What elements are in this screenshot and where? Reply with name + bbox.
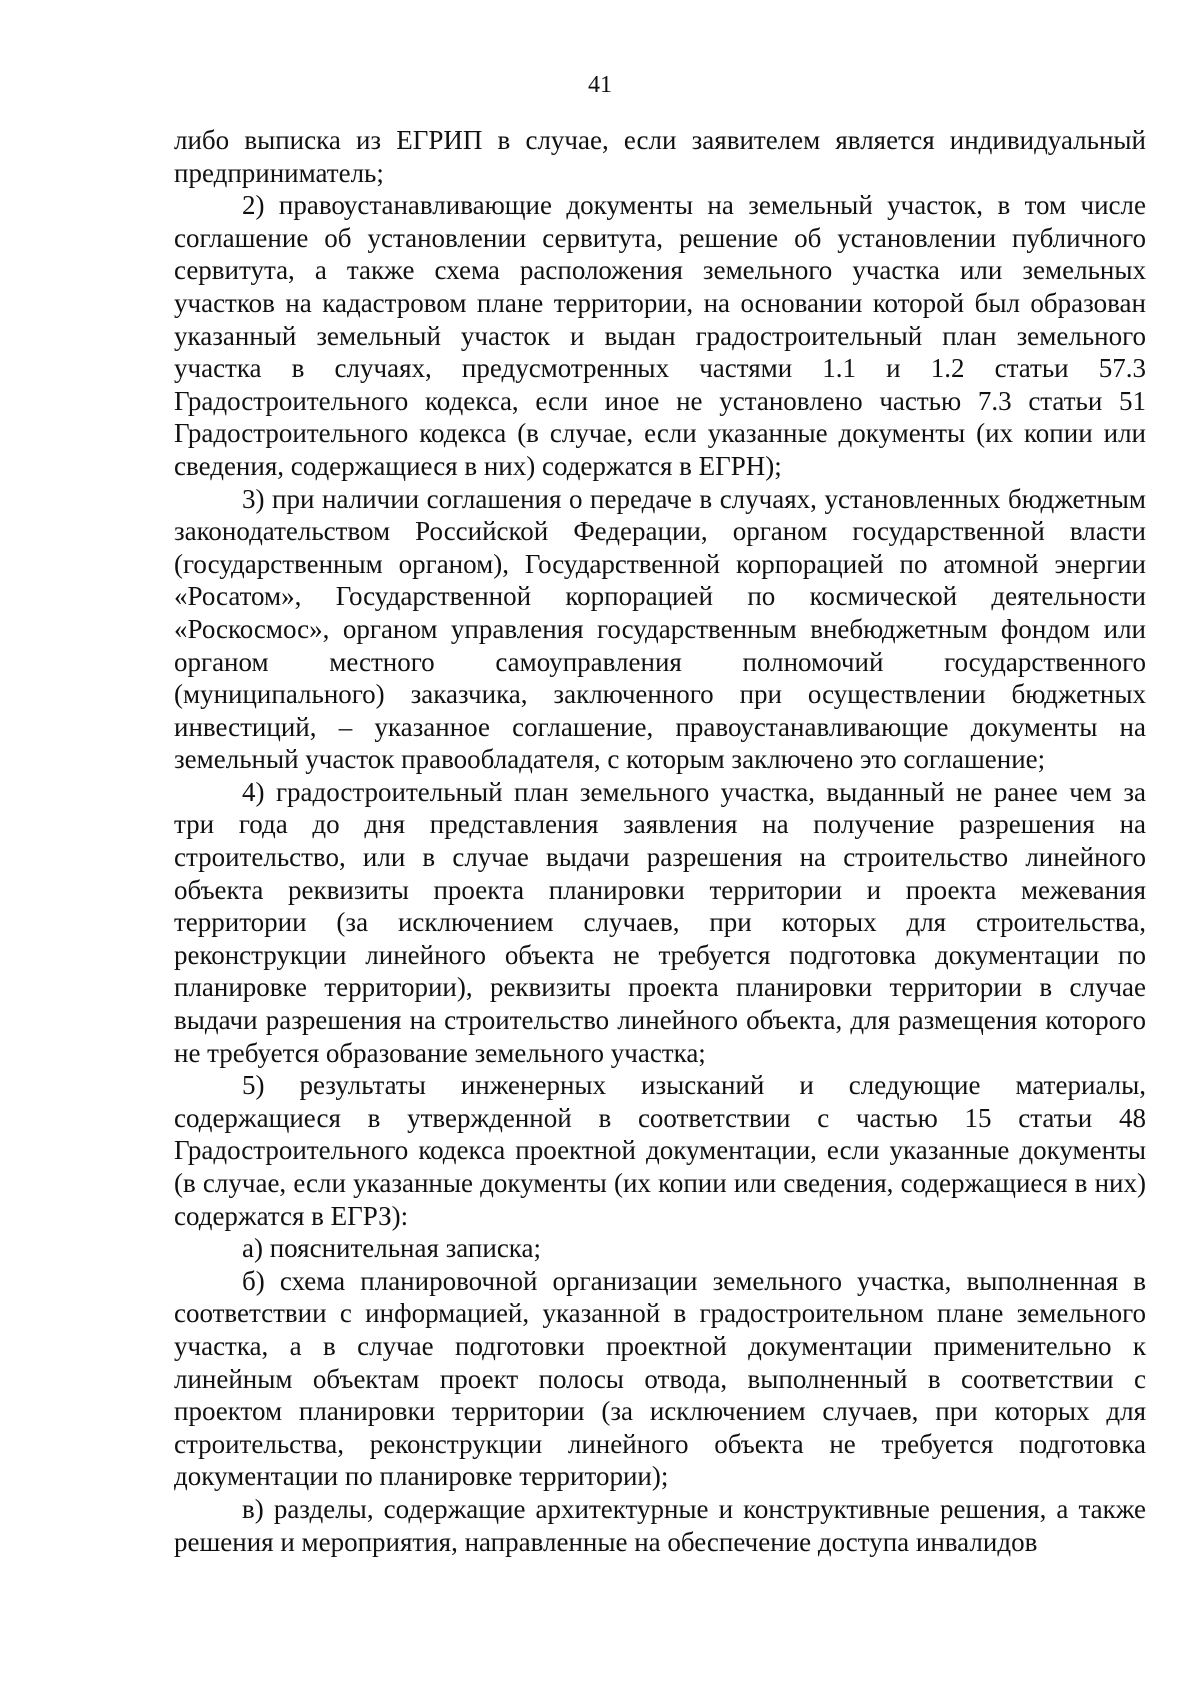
- paragraph-subitem-v: в) разделы, содержащие архитектурные и конструктивные решения, а также решения и мероприятия, направленные на обеспечение доступа инвалидов: [174, 1493, 1146, 1557]
- paragraph-item-2: 2) правоустанавливающие документы на земельный участок, в том числе соглашение об установлении сервитута, решение об установлении публичного сервитута, а также схема расположения земельного участка или земельных участков на кадастровом плане территории, на основании которой был образован указанный земельный участок и выдан градостроительный план земельного участка в случаях, предусмотренных частями 1.1 и 1.2 статьи 57.3 Градостроительного кодекса, если иное не установлено частью 7.3 статьи 51 Градостроительного кодекса (в случае, если указанные документы (их копии или сведения, содержащиеся в них) содержатся в ЕГРН);: [174, 190, 1146, 481]
- paragraph-item-4: 4) градостроительный план земельного участка, выданный не ранее чем за три года до дня представления заявления на получение разрешения на строительство, или в случае выдачи разрешения на строительство линейного объекта реквизиты проекта планировки территории и проекта межевания территории (за исключением случаев, при которых для строительства, реконструкции линейного объекта не требуется подготовка документации по планировке территории), реквизиты проекта планировки территории в случае выдачи разрешения на строительство линейного объекта, для размещения которого не требуется образование земельного участка;: [174, 776, 1146, 1068]
- paragraph-subitem-b: б) схема планировочной организации земельного участка, выполненная в соответствии с информацией, указанной в градостроительном плане земельного участка, а в случае подготовки проектной документации применительно к линейным объектам проект полосы отвода, выполненный в соответствии с проектом планировки территории (за исключением случаев, при которых для строительства, реконструкции линейного объекта не требуется подготовка документации по планировке территории);: [174, 1265, 1146, 1492]
- paragraph-egrip-continuation: либо выписка из ЕГРИП в случае, если заявителем является индивидуальный предприниматель;: [174, 125, 1146, 188]
- paragraph-subitem-a: а) пояснительная записка;: [242, 1233, 542, 1264]
- paragraph-item-5: 5) результаты инженерных изысканий и следующие материалы, содержащиеся в утвержденной в соответствии с частью 15 статьи 48 Градостроительного кодекса проектной документации, если указанные документы (в случае, если указанные документы (их копии или сведения, содержащиеся в них) содержатся в ЕГРЗ):: [174, 1070, 1146, 1231]
- document-body: [174, 124, 1146, 1558]
- page-number: 41: [588, 72, 612, 98]
- paragraph-item-3: 3) при наличии соглашения о передаче в случаях, установленных бюджетным законодательством Российской Федерации, органом государственной власти (государственным органом), Государственной корпорацией по атомной энергии «Росатом», Государственной корпорацией по космической деятельности «Роскосмос», органом управления государственным внебюджетным фондом или органом местного самоуправления полномочий государственного (муниципального) заказчика, заключенного при осуществлении бюджетных инвестиций, – указанное соглашение, правоустанавливающие документы на земельный участок правообладателя, с которым заключено это соглашение;: [174, 483, 1146, 775]
